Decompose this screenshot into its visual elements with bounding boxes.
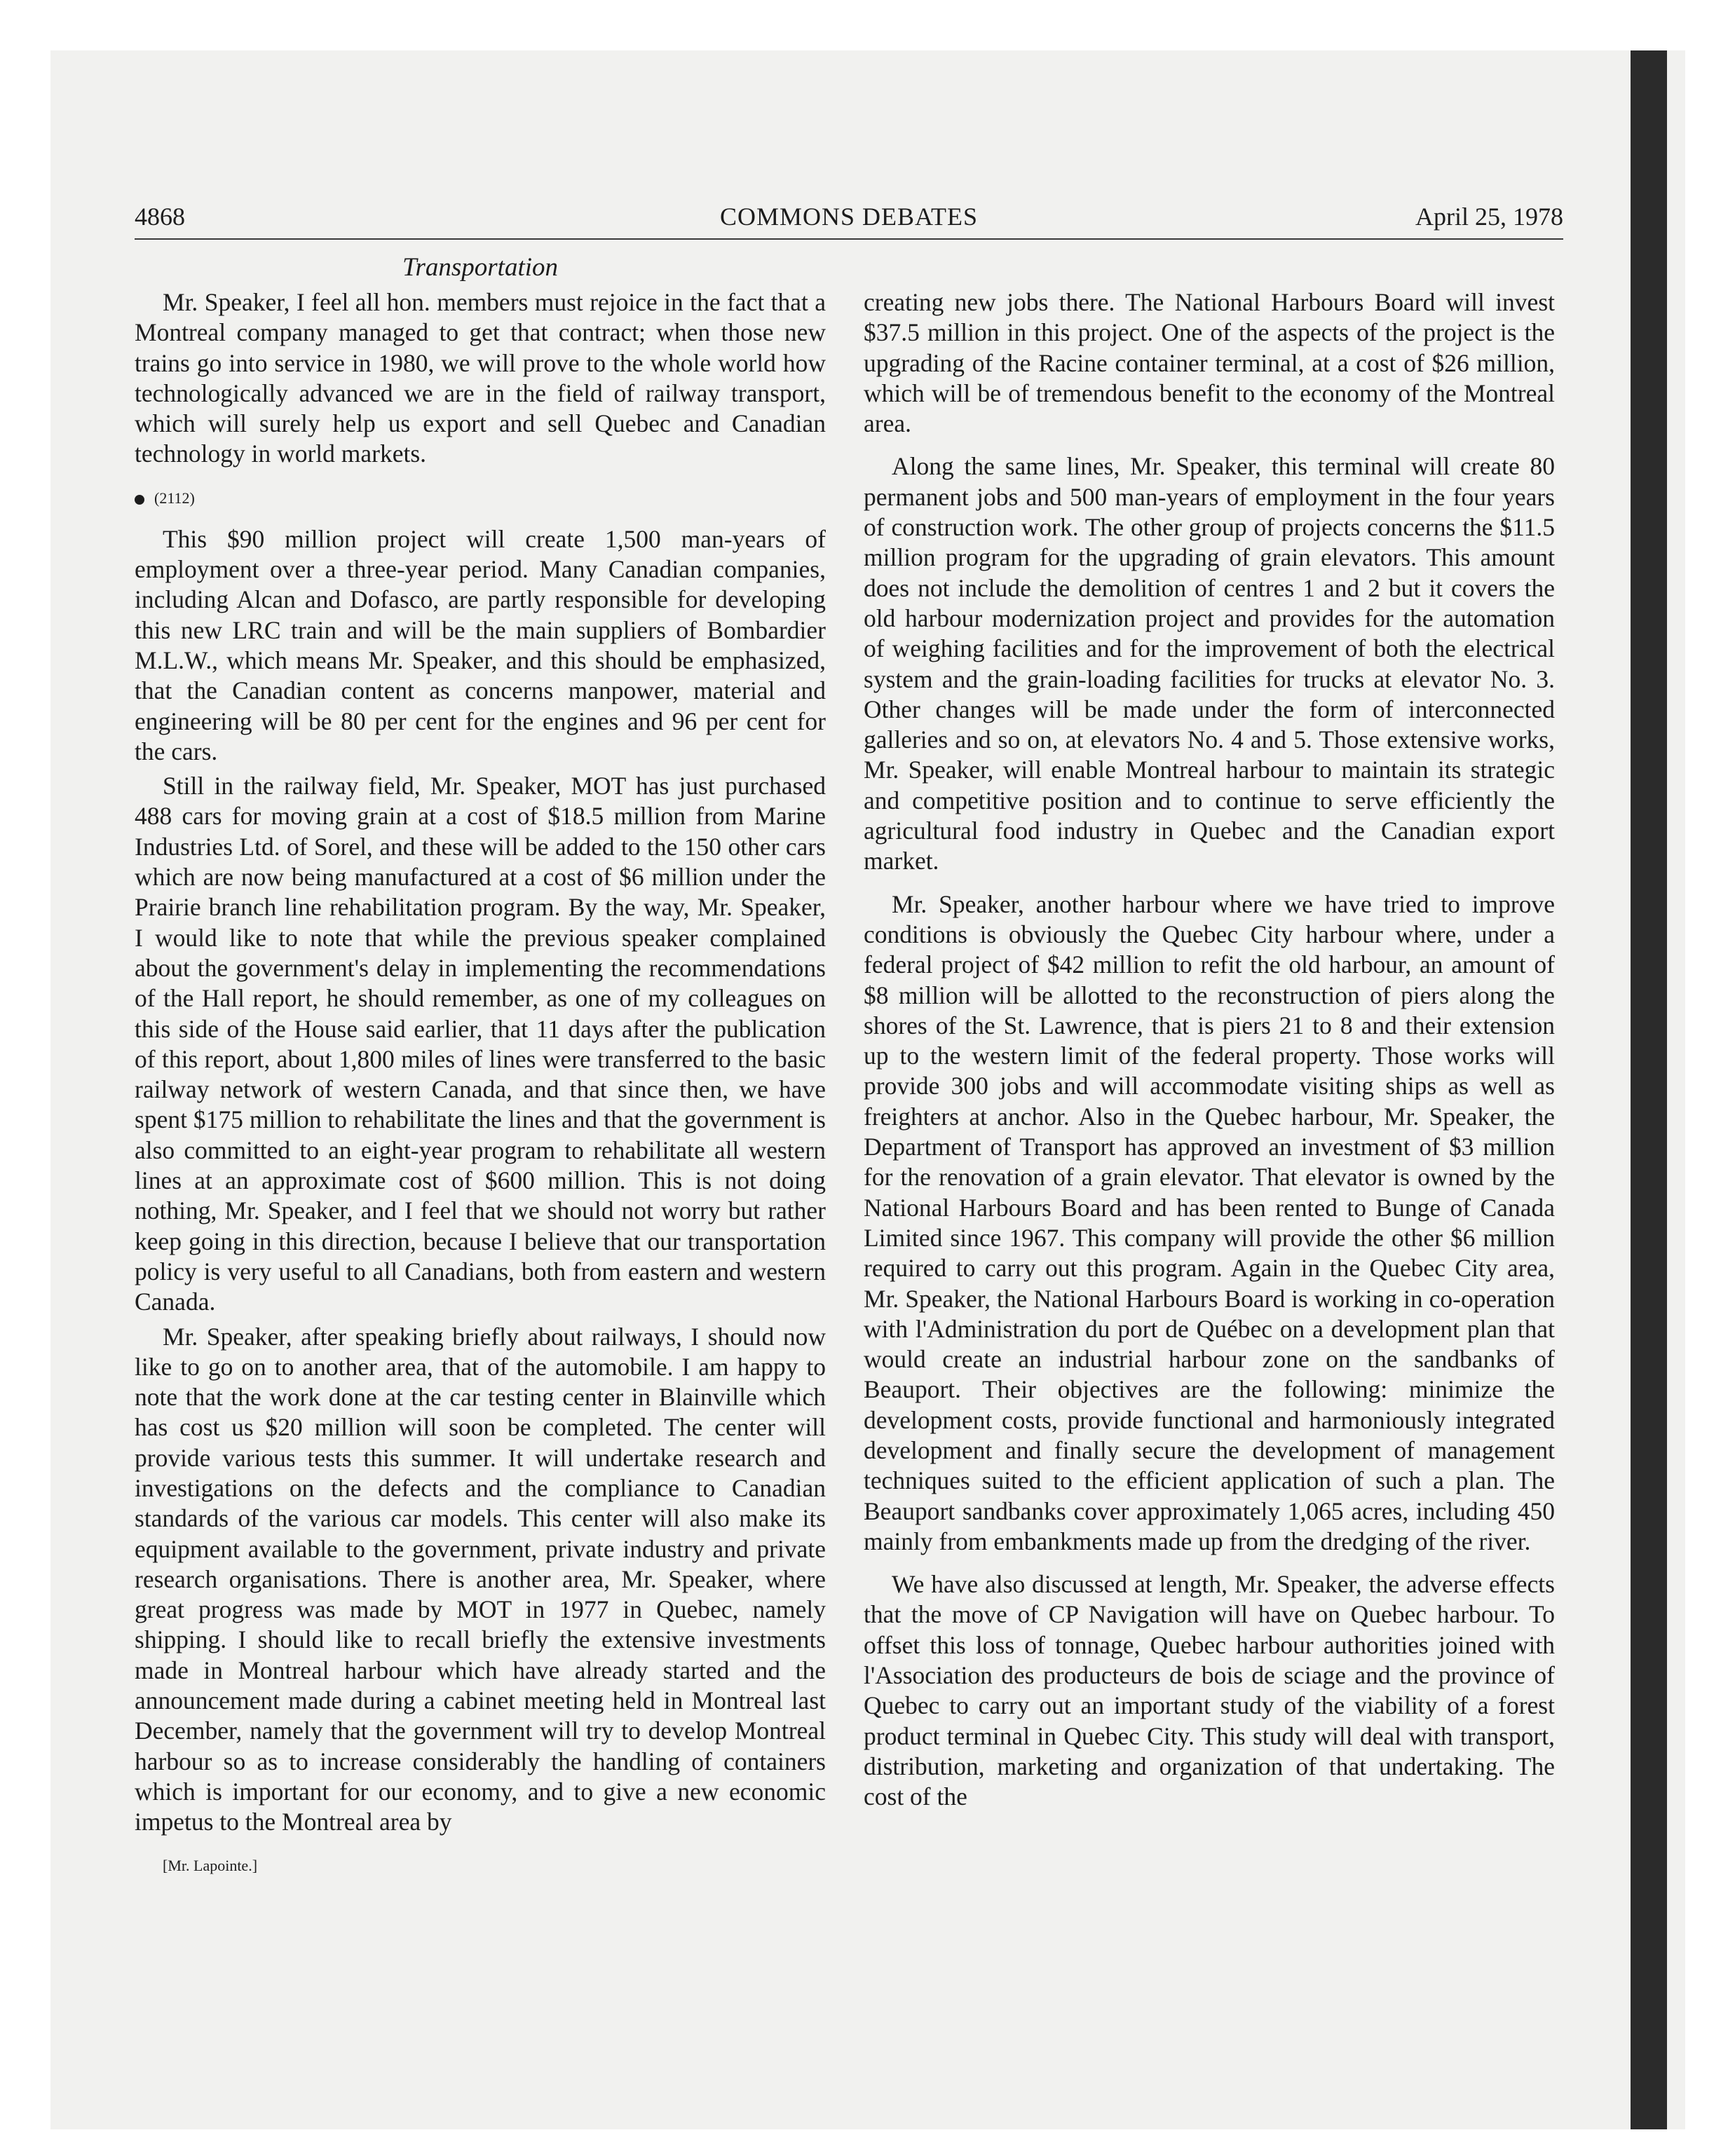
paragraph: This $90 million project will create 1,500 man-years of employment over a three-year period. Many Canadian companies, including Alcan and Dofasco, are partly responsible for developing this new LRC train and will be the main suppliers of Bombardier M.L.W., which means Mr. Speaker, and this should be emphasized, that the Canadian content as concerns manpower, material and engineering will be 80 per cent for the engines and 96 per cent for the cars. — [135, 524, 826, 765]
time-stamp-text: (2112) — [154, 489, 195, 507]
page-number: 4868 — [135, 203, 185, 231]
page-date: April 25, 1978 — [1415, 203, 1563, 231]
paragraph: We have also discussed at length, Mr. Speaker, the adverse effects that the move of CP Navigation will have on Quebec harbour. To offset this loss of tonnage, Quebec harbour authorities joined with l'Association des producteurs de bois de sciage and the province of Quebec to carry out an important study of the viability of a forest product terminal in Quebec City. This study will deal with transport, distribution, marketing and organization of that undertaking. The cost of the — [864, 1570, 1555, 1811]
paragraph: Still in the railway field, Mr. Speaker, MOT has just purchased 488 cars for moving grain at a cost of $18.5 million from Marine Industries Ltd. of Sorel, and these will be added to the 150 other cars which are now being manufactured at a cost of $6 million under the Prairie branch line rehabilitation program. By the way, Mr. Speaker, I would like to note that while the previous speaker complained about the government's delay in implementing the recommendations of the Hall report, he should remember, as one of my colleagues on this side of the House said earlier, that 11 days after the publication of this report, about 1,800 miles of lines were transferred to the basic railway network of western Canada, and that since then, we have spent $175 million to rehabilitate the lines and that the government is also committed to an eight-year program to rehabilitate all western lines at an approximate cost of $600 million. This is not doing nothing, Mr. Speaker, and I feel that we should not worry but rather keep going in this direction, because I believe that our transportation policy is very useful to all Canadians, both from eastern and western Canada. — [135, 772, 826, 1316]
scan-edge-bar — [1631, 50, 1667, 2129]
section-heading: Transportation — [402, 253, 559, 282]
paragraph: creating new jobs there. The National Harbours Board will invest $37.5 million in this project. One of the aspects of the project is the upgrading of the Racine container terminal, at a cost of $26 million, which will be of tremendous benefit to the economy of the Montreal area. — [864, 288, 1555, 438]
time-stamp — [135, 488, 826, 509]
paragraph: Mr. Speaker, after speaking briefly about railways, I should now like to go on to another area, that of the automobile. I am happy to note that the work done at the car testing center in Blainville which has cost us $20 million will soon be completed. The center will provide various tests this summer. It will undertake research and investigations on the defects and the compliance to Canadian standards of the various car models. This center will also make its equipment available to the government, private industry and private research organisations. There is another area, Mr. Speaker, where great progress was made by MOT in 1977 in Quebec, namely shipping. I should like to recall briefly the extensive investments made in Montreal harbour which have already started and the announcement made during a cabinet meeting held in Montreal last December, namely that the government will try to develop Montreal harbour so as to increase considerably the handling of containers which is important for our economy, and to give a new economic impetus to the Montreal area by — [135, 1322, 826, 1836]
paragraph: Mr. Speaker, I feel all hon. members must rejoice in the fact that a Montreal company managed to get that contract; when those new trains go into service in 1980, we will prove to the whole world how technologically advanced we are in the field of railway transport, which will surely help us export and sell Quebec and Canadian technology in world markets. — [135, 288, 826, 468]
paragraph: Along the same lines, Mr. Speaker, this terminal will create 80 permanent jobs and 500 man-years of employment in the four years of construction work. The other group of projects concerns the $11.5 million program for the upgrading of grain elevators. This amount does not include the demolition of centres 1 and 2 but it covers the old harbour modernization project and provides for the automation of weighing facilities and for the improvement of both the electrical system and the grain-loading facilities for trucks at elevator No. 3. Other changes will be made under the form of interconnected galleries and so on, at elevators No. 4 and 5. Those extensive works, Mr. Speaker, will enable Montreal harbour to maintain its strategic and competitive position and to continue to serve efficiently the agricultural food industry in Quebec and the Canadian export market. — [864, 452, 1555, 875]
speaker-note: [Mr. Lapointe.] — [163, 1856, 258, 1874]
running-head: COMMONS DEBATES — [719, 203, 979, 231]
right-column — [864, 287, 1555, 1817]
bullet-icon — [135, 495, 144, 505]
paragraph: Mr. Speaker, another harbour where we have tried to improve conditions is obviously the Quebec City harbour where, under a federal project of $42 million to refit the old harbour, an amount of $8 million will be allotted to the reconstruction of piers along the shores of the St. Lawrence, that is piers 21 to 8 and their extension up to the western limit of the federal property. Those works will provide 300 jobs and will accommodate visiting ships as well as freighters at anchor. Also in the Quebec harbour, Mr. Speaker, the Department of Transport has approved an investment of $3 million for the renovation of a grain elevator. That elevator is owned by the National Harbours Board and has been rented to Bunge of Canada Limited since 1967. This company will provide the other $6 million required to carry out this program. Again in the Quebec City area, Mr. Speaker, the National Harbours Board is working in co-operation with l'Administration du port de Québec on a development plan that would create an industrial harbour zone on the sandbanks of Beauport. Their objectives are the following: minimize the development costs, provide functional and harmoniously integrated development and finally secure the development of management techniques suited to the efficient application of such a plan. The Beauport sandbanks cover approximately 1,065 acres, including 450 mainly from embankments made up from the dredging of the river. — [864, 889, 1555, 1555]
page-header — [135, 198, 1563, 240]
left-column — [135, 287, 826, 1881]
